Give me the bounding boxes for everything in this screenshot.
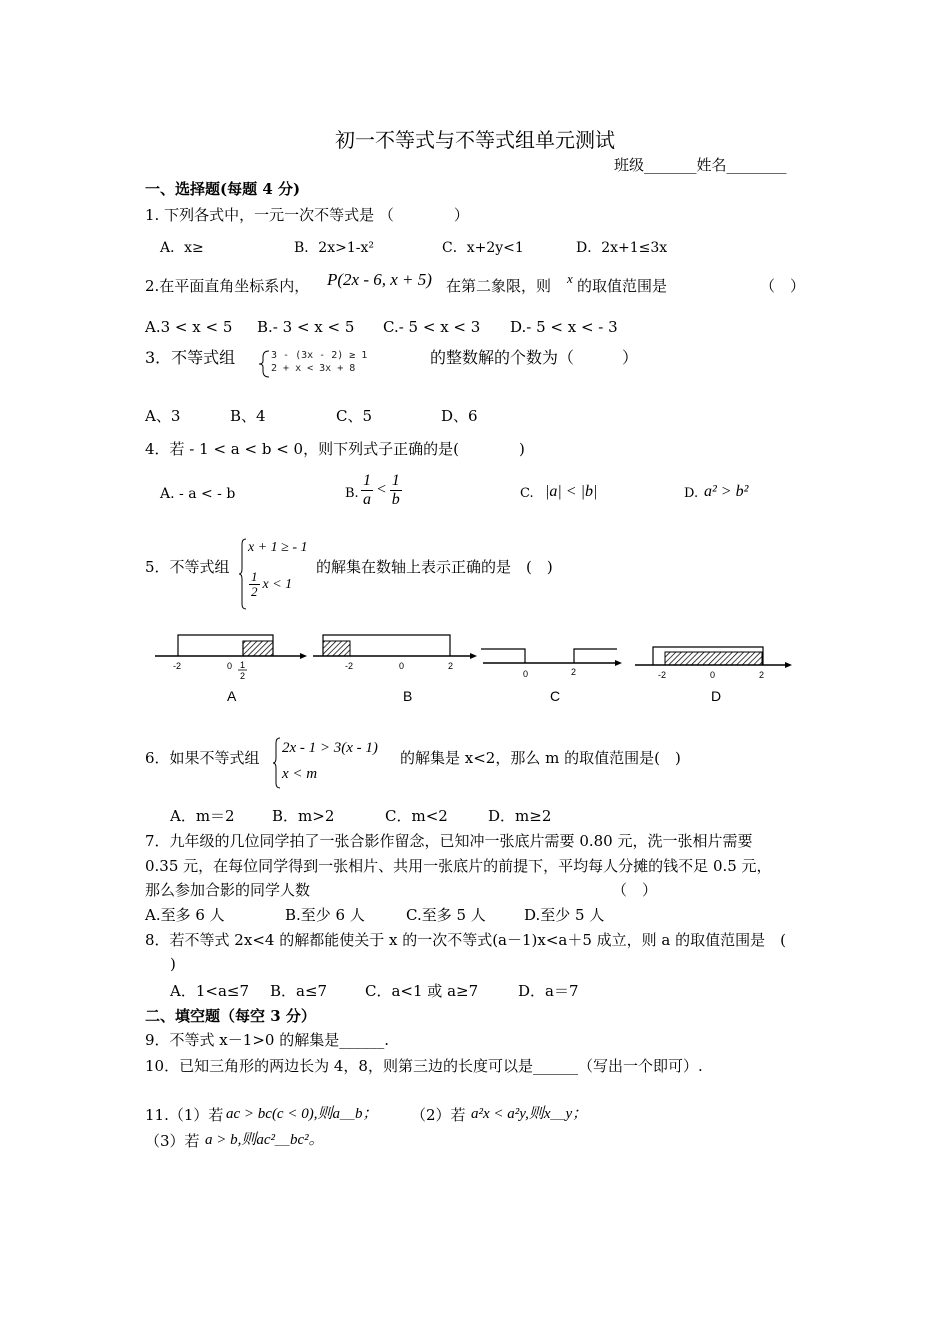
q5-system-line-2-rest: x < 1 bbox=[262, 577, 293, 593]
q7-answer-paren: （ ） bbox=[612, 881, 658, 899]
q4-option-b-label: B. bbox=[345, 486, 359, 501]
q8-option-c: C．a<1 或 a≥7 bbox=[365, 982, 479, 1000]
q3-system-line-2: 2 + x < 3x + 8 bbox=[271, 363, 356, 374]
q2-option-c: C.- 5 < x < 3 bbox=[383, 318, 481, 336]
number-line-a bbox=[155, 635, 307, 704]
q3-brace bbox=[257, 350, 271, 378]
q2-var: x bbox=[567, 271, 573, 286]
q6-option-d: D．m≥2 bbox=[488, 807, 552, 825]
axis-label-c: C bbox=[550, 688, 561, 704]
q6-stem-a: 6．如果不等式组 bbox=[145, 749, 260, 767]
q1-option-d: D．2x+1≤3x bbox=[576, 240, 668, 256]
q5-system-line-2 bbox=[246, 570, 292, 600]
q4b-right-den: b bbox=[391, 490, 400, 508]
q6-system-line-1: 2x - 1 > 3(x - 1) bbox=[282, 740, 378, 756]
q2-point: P(2x - 6, x + 5) bbox=[327, 270, 432, 289]
q4-option-d-expr: a² > b² bbox=[704, 483, 749, 500]
q11-line2-a: （3）若 bbox=[145, 1132, 200, 1150]
q6-option-a: A．m＝2 bbox=[170, 807, 235, 825]
tick-d-2: 0 bbox=[710, 670, 716, 680]
q4-option-d-label: D. bbox=[684, 486, 699, 501]
tick-d-3: 2 bbox=[759, 670, 765, 680]
q7-line-2: 0.35 元，在每位同学得到一张相片、共用一张底片的前提下，平均每人分摊的钱不足 0.5 元， bbox=[145, 857, 772, 875]
class-name-line: 班级_______姓名________ bbox=[614, 156, 787, 174]
q5-half-num: 1 bbox=[251, 569, 258, 584]
q3-stem-b: 的整数解的个数为（ ） bbox=[430, 348, 639, 367]
q2-stem-c: 的取值范围是 bbox=[577, 277, 668, 295]
q3-system-line-1: 3 - (3x - 2) ≥ 1 bbox=[271, 350, 368, 361]
q3-option-a: A、3 bbox=[145, 407, 181, 425]
q7-option-d: D.至少 5 人 bbox=[524, 906, 605, 924]
axis-label-b: B bbox=[403, 688, 413, 704]
q8-option-a: A．1<a≤7 bbox=[170, 982, 249, 1000]
q8-line-2: ) bbox=[170, 955, 176, 973]
q3-option-b: B、4 bbox=[230, 407, 266, 425]
q5-stem-a: 5．不等式组 bbox=[145, 558, 230, 576]
q4-stem: 4．若 - 1 < a < b < 0，则下列式子正确的是( ) bbox=[145, 440, 525, 458]
tick-a-2: 0 bbox=[227, 661, 233, 671]
q11-line1-b: ac > bc(c < 0),则a＿b； bbox=[226, 1106, 378, 1122]
q1-option-b: B．2x>1-x² bbox=[294, 240, 374, 256]
q8-option-b: B．a≤7 bbox=[270, 982, 328, 1000]
q4b-rel: < bbox=[376, 480, 387, 498]
q2-stem-b: 在第二象限，则 bbox=[446, 277, 552, 295]
q5-number-lines bbox=[145, 628, 805, 712]
q4-option-b-expr bbox=[358, 472, 405, 508]
tick-c-2: 2 bbox=[571, 667, 577, 677]
q9-text: 9．不等式 x－1>0 的解集是______. bbox=[145, 1031, 389, 1049]
q2-option-a: A.3 < x < 5 bbox=[145, 318, 233, 336]
tick-b-3: 2 bbox=[448, 661, 454, 671]
q11-line2-b: a > b,则ac²＿bc²。 bbox=[205, 1132, 324, 1148]
q11-line1-d: a²x < a²y,则x＿y； bbox=[471, 1106, 588, 1122]
section-choice-heading: 一、选择题(每题 4 分) bbox=[145, 180, 301, 198]
q7-line-3: 那么参加合影的同学人数 bbox=[145, 881, 311, 899]
page-title: 初一不等式与不等式组单元测试 bbox=[335, 128, 615, 152]
tick-b-1: -2 bbox=[345, 661, 354, 671]
q6-stem-b: 的解集是 x<2，那么 m 的取值范围是( ) bbox=[400, 749, 681, 767]
q1-option-a: A．x≥ bbox=[160, 240, 204, 256]
q6-option-c: C．m<2 bbox=[385, 807, 448, 825]
q4-option-a: A. - a < - b bbox=[160, 486, 236, 502]
q2-stem-a: 2.在平面直角坐标系内， bbox=[145, 277, 310, 295]
q10-text: 10．已知三角形的两边长为 4，8，则第三边的长度可以是______（写出一个即可）. bbox=[145, 1057, 703, 1075]
tick-a-4: 2 bbox=[240, 671, 246, 681]
q4b-right-num: 1 bbox=[391, 472, 400, 489]
tick-c-1: 0 bbox=[523, 669, 529, 679]
axis-label-a: A bbox=[227, 688, 237, 704]
q5-system-line-1: x + 1 ≥ - 1 bbox=[248, 540, 308, 555]
q2-option-d: D.- 5 < x < - 3 bbox=[510, 318, 618, 336]
q7-option-c: C.至多 5 人 bbox=[406, 906, 486, 924]
number-line-d bbox=[635, 647, 792, 704]
q4b-left-den: a bbox=[363, 490, 371, 508]
q6-brace bbox=[272, 737, 282, 789]
tick-b-2: 0 bbox=[399, 661, 405, 671]
q1-stem: 1. 下列各式中，一元一次不等式是 （ ） bbox=[145, 206, 469, 224]
q5-stem-b: 的解集在数轴上表示正确的是 ( ) bbox=[316, 558, 553, 576]
q2-answer-paren: （ ） bbox=[760, 277, 806, 295]
number-line-b bbox=[313, 635, 477, 704]
number-line-c bbox=[481, 649, 622, 704]
section-fill-heading: 二、填空题（每空 3 分） bbox=[145, 1007, 316, 1025]
q7-option-b: B.至少 6 人 bbox=[285, 906, 365, 924]
tick-d-1: -2 bbox=[658, 670, 667, 680]
q3-stem-a: 3．不等式组 bbox=[145, 348, 236, 367]
q5-half-den: 2 bbox=[251, 584, 258, 600]
q4-option-c-label: C. bbox=[520, 486, 534, 501]
q6-system-line-2: x < m bbox=[282, 766, 318, 782]
q11-line1-a: 11.（1）若 bbox=[145, 1106, 224, 1124]
q8-option-d: D．a＝7 bbox=[518, 982, 579, 1000]
q3-option-c: C、5 bbox=[336, 407, 373, 425]
q4-option-c-expr: |a| < |b| bbox=[545, 483, 598, 500]
q8-line-1: 8．若不等式 2x<4 的解都能使关于 x 的一次不等式(a－1)x<a＋5 成立，则 a 的取值范围是 ( bbox=[145, 931, 786, 949]
tick-a-1: -2 bbox=[173, 661, 182, 671]
q7-option-a: A.至多 6 人 bbox=[145, 906, 225, 924]
q2-option-b: B.- 3 < x < 5 bbox=[257, 318, 355, 336]
axis-label-d: D bbox=[711, 688, 722, 704]
q7-line-1: 7．九年级的几位同学拍了一张合影作留念，已知冲一张底片需要 0.80 元，洗一张相片需要 bbox=[145, 832, 753, 850]
q1-option-c: C．x+2y<1 bbox=[442, 240, 524, 256]
q4b-left-num: 1 bbox=[363, 472, 371, 489]
q11-line1-c: （2）若 bbox=[411, 1106, 466, 1124]
q3-option-d: D、6 bbox=[441, 407, 478, 425]
tick-a-3: 1 bbox=[240, 660, 246, 670]
q6-option-b: B．m>2 bbox=[272, 807, 335, 825]
